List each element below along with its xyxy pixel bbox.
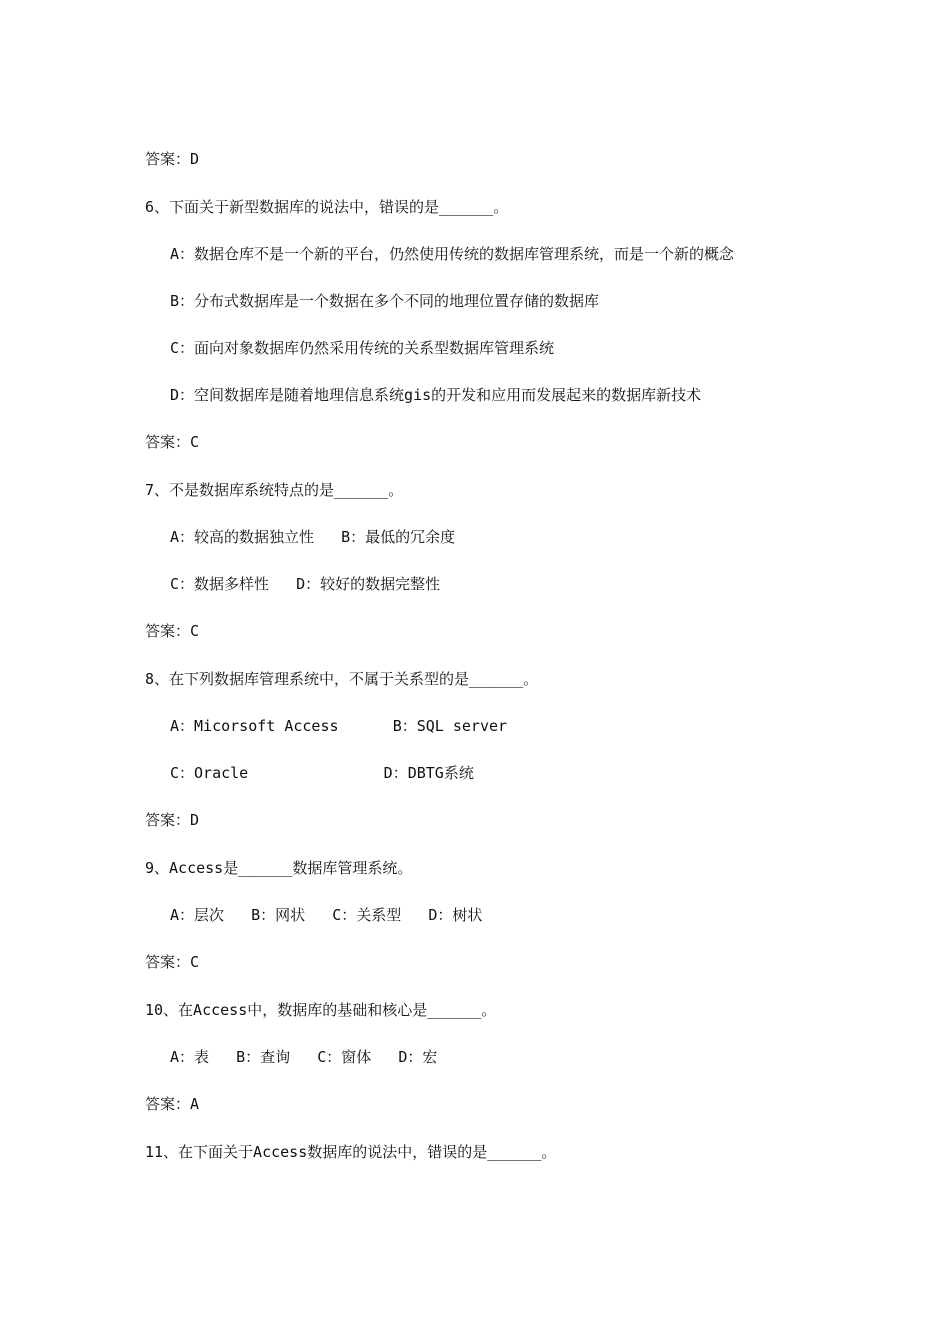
question-line: 10、在Access中，数据库的基础和核心是______。 [145,1001,497,1019]
answer-line: 答案：D [145,150,200,168]
answer-line: 答案：A [145,1095,200,1113]
option-line: A：表 B：查询 C：窗体 D：宏 [170,1048,438,1066]
question-line: 11、在下面关于Access数据库的说法中，错误的是______。 [145,1143,557,1161]
answer-line: 答案：C [145,433,200,451]
option-line: A：Micorsoft Access B：SQL server [170,717,508,735]
option-line: A：数据仓库不是一个新的平台，仍然使用传统的数据库管理系统，而是一个新的概念 [170,245,735,263]
question-line: 8、在下列数据库管理系统中，不属于关系型的是______。 [145,670,539,688]
question-line: 9、Access是______数据库管理系统。 [145,859,413,877]
answer-line: 答案：D [145,811,200,829]
option-line: C：Oracle D：DBTG系统 [170,764,474,782]
option-line: A：较高的数据独立性 B：最低的冗余度 [170,528,456,546]
option-line: C：数据多样性 D：较好的数据完整性 [170,575,441,593]
option-line: A：层次 B：网状 C：关系型 D：树状 [170,906,483,924]
option-line: B：分布式数据库是一个数据在多个不同的地理位置存储的数据库 [170,292,600,310]
option-line: D：空间数据库是随着地理信息系统gis的开发和应用而发展起来的数据库新技术 [170,386,702,404]
answer-line: 答案：C [145,953,200,971]
question-line: 6、下面关于新型数据库的说法中，错误的是______。 [145,198,509,216]
answer-line: 答案：C [145,622,200,640]
question-line: 7、不是数据库系统特点的是______。 [145,481,404,499]
option-line: C：面向对象数据库仍然采用传统的关系型数据库管理系统 [170,339,555,357]
